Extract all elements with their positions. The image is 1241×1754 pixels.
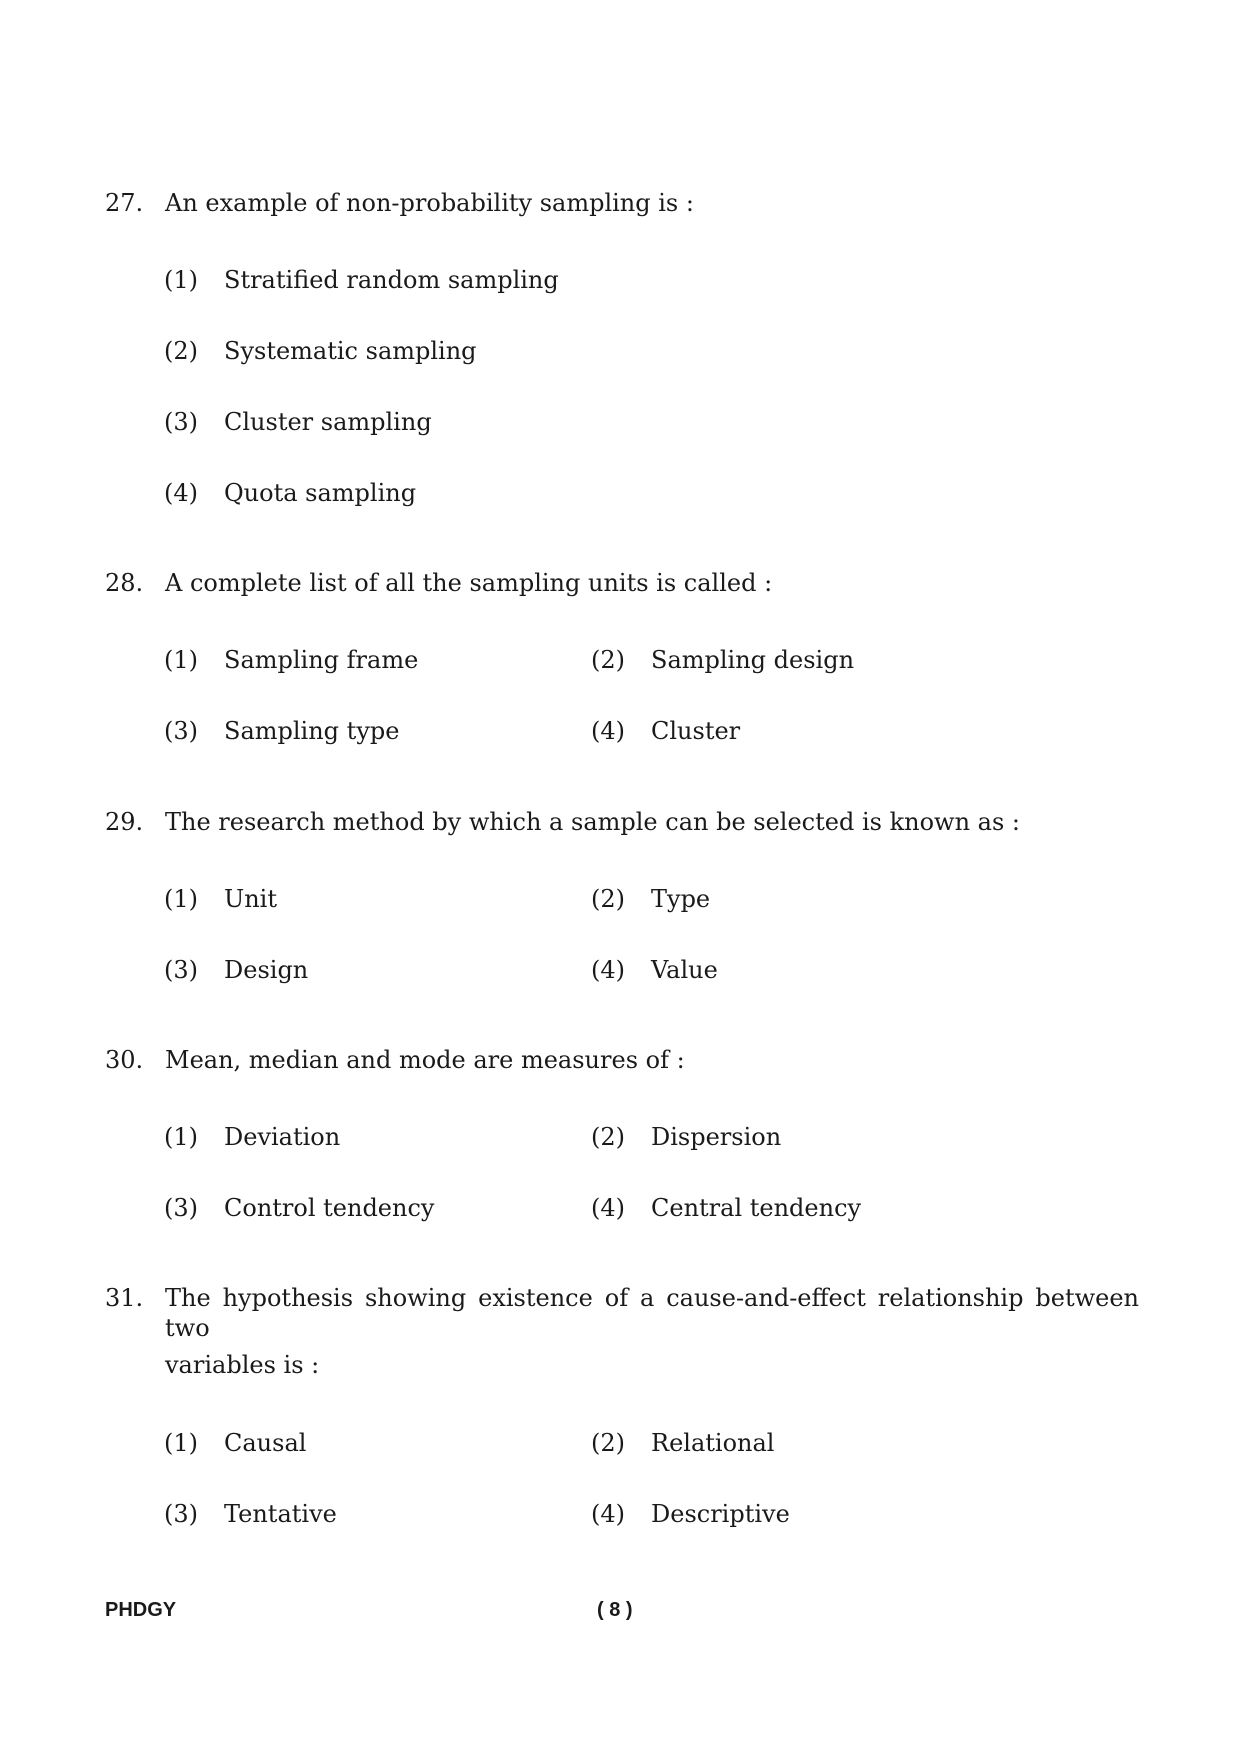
question-text: Mean, median and mode are measures of : <box>165 1046 685 1074</box>
option-number: (4) <box>591 956 625 984</box>
option-number: (4) <box>591 1500 625 1528</box>
question-number: 29. <box>105 808 144 836</box>
option-text: Relational <box>651 1429 775 1457</box>
option-number: (1) <box>164 1123 198 1151</box>
question-text: An example of non-probability sampling is : <box>165 189 694 217</box>
option-number: (2) <box>164 337 198 365</box>
option-text: Systematic sampling <box>224 337 477 365</box>
option-text: Cluster <box>651 717 741 745</box>
footer-page-number: ( 8 ) <box>597 1599 633 1621</box>
option-number: (4) <box>591 1194 625 1222</box>
option-number: (3) <box>164 408 198 436</box>
option-text: Dispersion <box>651 1123 782 1151</box>
option-number: (2) <box>591 646 625 674</box>
option-text: Descriptive <box>651 1500 790 1528</box>
option-number: (1) <box>164 266 198 294</box>
option-number: (3) <box>164 1500 198 1528</box>
question-number: 27. <box>105 189 144 217</box>
option-text: Stratified random sampling <box>224 266 559 294</box>
option-text: Value <box>651 956 718 984</box>
option-text: Deviation <box>224 1123 341 1151</box>
option-number: (1) <box>164 1429 198 1457</box>
question-text-line-1: The hypothesis showing existence of a cause-and-effect relationship between two <box>165 1284 1139 1342</box>
option-number: (3) <box>164 956 198 984</box>
option-number: (2) <box>591 885 625 913</box>
option-number: (3) <box>164 717 198 745</box>
option-text: Sampling design <box>651 646 855 674</box>
option-number: (2) <box>591 1429 625 1457</box>
option-text: Design <box>224 956 309 984</box>
option-number: (3) <box>164 1194 198 1222</box>
question-text: A complete list of all the sampling units is called : <box>165 569 773 597</box>
option-number: (2) <box>591 1123 625 1151</box>
option-text: Cluster sampling <box>224 408 432 436</box>
footer-paper-code: PHDGY <box>105 1599 177 1621</box>
option-text: Type <box>651 885 711 913</box>
option-text: Unit <box>224 885 278 913</box>
option-text: Control tendency <box>224 1194 435 1222</box>
option-text: Tentative <box>224 1500 337 1528</box>
option-number: (4) <box>591 717 625 745</box>
option-text: Quota sampling <box>224 479 417 507</box>
question-text: The research method by which a sample can be selected is known as : <box>165 808 1020 836</box>
question-text-line-2: variables is : <box>165 1351 320 1379</box>
option-text: Sampling type <box>224 717 400 745</box>
option-number: (1) <box>164 885 198 913</box>
question-number: 30. <box>105 1046 144 1074</box>
option-text: Central tendency <box>651 1194 862 1222</box>
question-number: 28. <box>105 569 144 597</box>
question-number: 31. <box>105 1284 144 1312</box>
option-number: (1) <box>164 646 198 674</box>
option-text: Sampling frame <box>224 646 419 674</box>
option-number: (4) <box>164 479 198 507</box>
option-text: Causal <box>224 1429 307 1457</box>
